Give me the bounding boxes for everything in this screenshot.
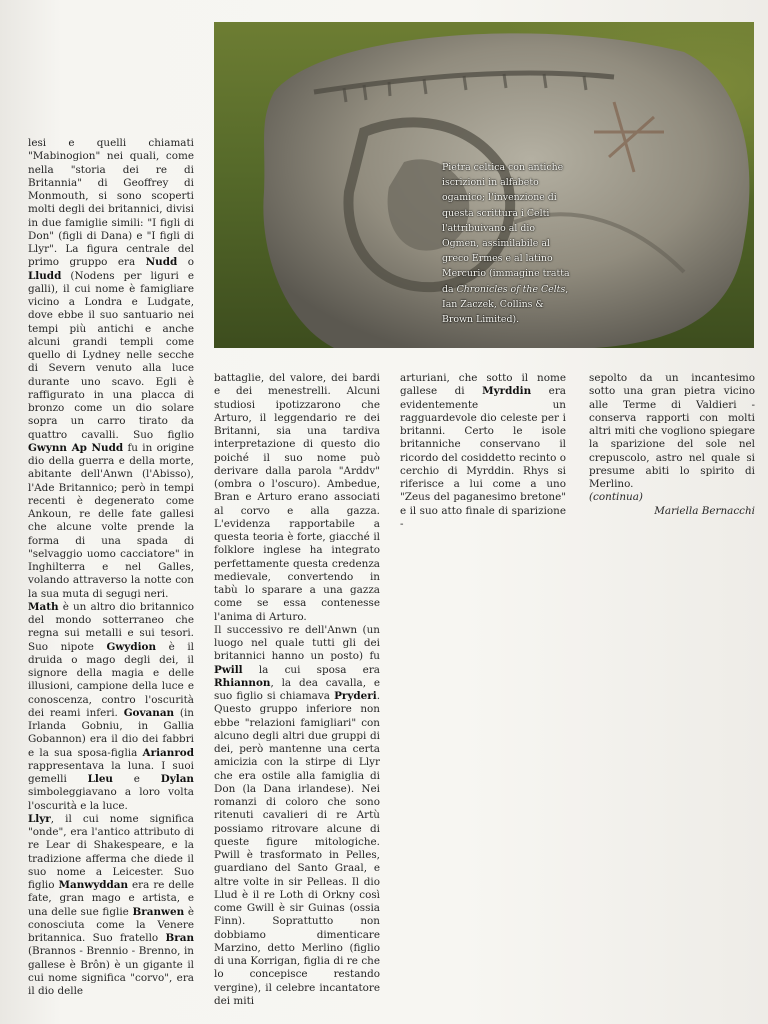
caption-credit: , Ian Zaczek, Collins & Brown Limited). — [442, 283, 569, 326]
name-highlight: Pwill — [214, 663, 243, 676]
name-highlight: Math — [28, 600, 59, 613]
name-highlight: Gwynn Ap Nudd — [28, 441, 124, 454]
name-highlight: Lleu — [87, 773, 113, 785]
article-column-3 — [400, 372, 566, 531]
article-column-1 — [28, 137, 194, 998]
photo-caption — [442, 160, 574, 327]
continua-label: (continua) — [589, 491, 643, 504]
name-highlight: Govanan — [123, 706, 175, 719]
name-highlight: Pryderi — [334, 690, 377, 702]
celtic-stone-photo — [214, 22, 754, 348]
column-4-text: sepolto da un incantesimo sotto una gran pietra vicino alle Terme di Valdieri - conserva rapporti con molti altri miti che vogliono spiegare la sparizione del sole nel crepuscolo, astro nel quale si presume abiti lo spirito di Merlino. — [589, 372, 755, 490]
article-column-4 — [589, 372, 755, 518]
column-1-text: lesi e quelli chiamati "Mabinogion" nei quali, come nella "storia dei re di Britannia" di Geoffrey di Monmouth, si sono scoperti molti degli dei britannici, divisi in due famiglie simili: "I figli di Don" (figli di Dana) e "I figli di Llyr". La figura centrale del primo gruppo era Nudd o Lludd (Nodens per liguri e galli), il cui nome è famigliare vicino a Londra e Ludgate, dove ebbe il suo santuario nei tempi più antichi e anche alcuni grandi templi come quello di Lydney nelle secche di Severn venuto alla luce durante uno scavo. Egli è raffigurato in una placca di bronzo come un dio solare sopra un carro tirato da quattro cavalli. Suo figlio Gwynn Ap Nudd fu in origine dio della guerra e della morte, abitante dell'Anwn (l'Abisso), l'Ade Britannico; però in tempi recenti è degenerato come Ankoun, re delle fate gallesi che alcune volte prende la forma di una spada di "selvaggio uomo cacciatore" in Inghilterra e nel Galles, volando attraverso la notte con la sua muta di segugi neri. Math è un altro dio britannico del mondo sotterraneo che regna sui metalli e sui tesori. Suo nipote Gwydion è il druida o mago degli dei, il signore della magia e delle illusioni, campione della luce e conoscenza, contro l'oscurità dei reami inferi. Govanan (in Irlanda Gobniu, in Gallia Gobannon) era il dio dei fabbri e la sua sposa-figlia Arianrod rappresentava la luna. I suoi gemelli Lleu e Dylan simboleggiavano a loro volta l'oscurità e la luce. Llyr, il cui nome significa "onde", era l'antico attributo di re Lear di Shakespeare, e la tradizione afferma che diede il suo nome a Leicester. Suo figlio Manwyddan era re delle fate, gran mago e artista, e una delle sue figlie Branwen è conosciuta come la Venere britannica. Suo fratello Bran (Brannos - Brennio - Brenno, in gallese è Brôn) è un gigante il cui nome significa "corvo", era il dio delle — [28, 137, 195, 997]
name-highlight: Myrddin — [482, 385, 532, 398]
name-highlight: Llyr — [28, 812, 51, 825]
name-highlight: Lludd — [28, 269, 62, 282]
name-highlight: Manwyddan — [58, 879, 129, 891]
name-highlight: Bran — [165, 932, 194, 944]
caption-text: Pietra celtica con antiche iscrizioni in alfabeto ogamico; l'invenzione di questa scrittura i Celti l'attribuivano al dio Ogmen, assimilabile al greco Ermes e al latino Mercurio (immagine tratta da — [442, 162, 570, 295]
name-highlight: Dylan — [160, 773, 194, 785]
column-3-text: arturiani, che sotto il nome gallese di Myrddin era evidentemente un ragguardevole dio celeste per i britanni. Certo le isole britanniche conservano il ricordo del cosiddetto recinto o cerchio di Myrddin. Rhys si riferisce a lui come a uno "Zeus del paganesimo bretone" e il suo atto finale di sparizione - — [400, 372, 567, 530]
name-highlight: Gwydion — [106, 640, 157, 653]
name-highlight: Arianrod — [142, 746, 194, 759]
name-highlight: Rhiannon — [214, 676, 271, 689]
column-2-text: battaglie, del valore, dei bardi e dei menestrelli. Alcuni studiosi ipotizzarono che Arturo, il leggendario re dei Britanni, sia una tardiva interpretazione di questo dio poiché il suo nome può derivare dalla parola "Arddv" (ombra o l'oscuro). Ambedue, Bran e Arturo erano associati al corvo e alla gazza. L'evidenza rapportabile a questa teoria è forte, giacché il folklore inglese ha integrato perfettamente questa credenza medievale, convertendo in tabù lo sparare a una gazza come se essa contenesse l'anima di Arturo. Il successivo re dell'Anwn (un luogo nel quale tutti gli dei britannici hanno un posto) fu Pwill la cui sposa era Rhiannon, la dea cavalla, e suo figlio si chiamava Pryderi. Questo gruppo inferiore non ebbe "relazioni famigliari" con alcuno degli altri due gruppi di dei, però mantenne una certa amicizia con la stirpe di Llyr che era ostile alla famiglia di Don (la Dana irlandese). Nei romanzi di coloro che sono ritenuti cavalieri di re Artù possiamo ritrovare alcune di queste figure mitologiche. Pwill è trasformato in Pelles, guardiano del Santo Graal, e altre volte in sir Pelleas. Il dio Llud è il re Loth di Orkny così come Gwill è sir Guinas (ossia Finn). Soprattutto non dobbiamo dimenticare Marzino, detto Merlino (figlio di una Korrigan, figlia di re che lo concepisce restando vergine), il celebre incantatore dei miti — [214, 372, 380, 1007]
name-highlight: Branwen — [132, 905, 185, 918]
name-highlight: Nudd — [145, 256, 178, 269]
author-name: Mariella Bernacchi — [654, 504, 755, 517]
caption-book-title: Chronicles of the Celts — [456, 283, 566, 295]
article-column-2 — [214, 372, 380, 1008]
